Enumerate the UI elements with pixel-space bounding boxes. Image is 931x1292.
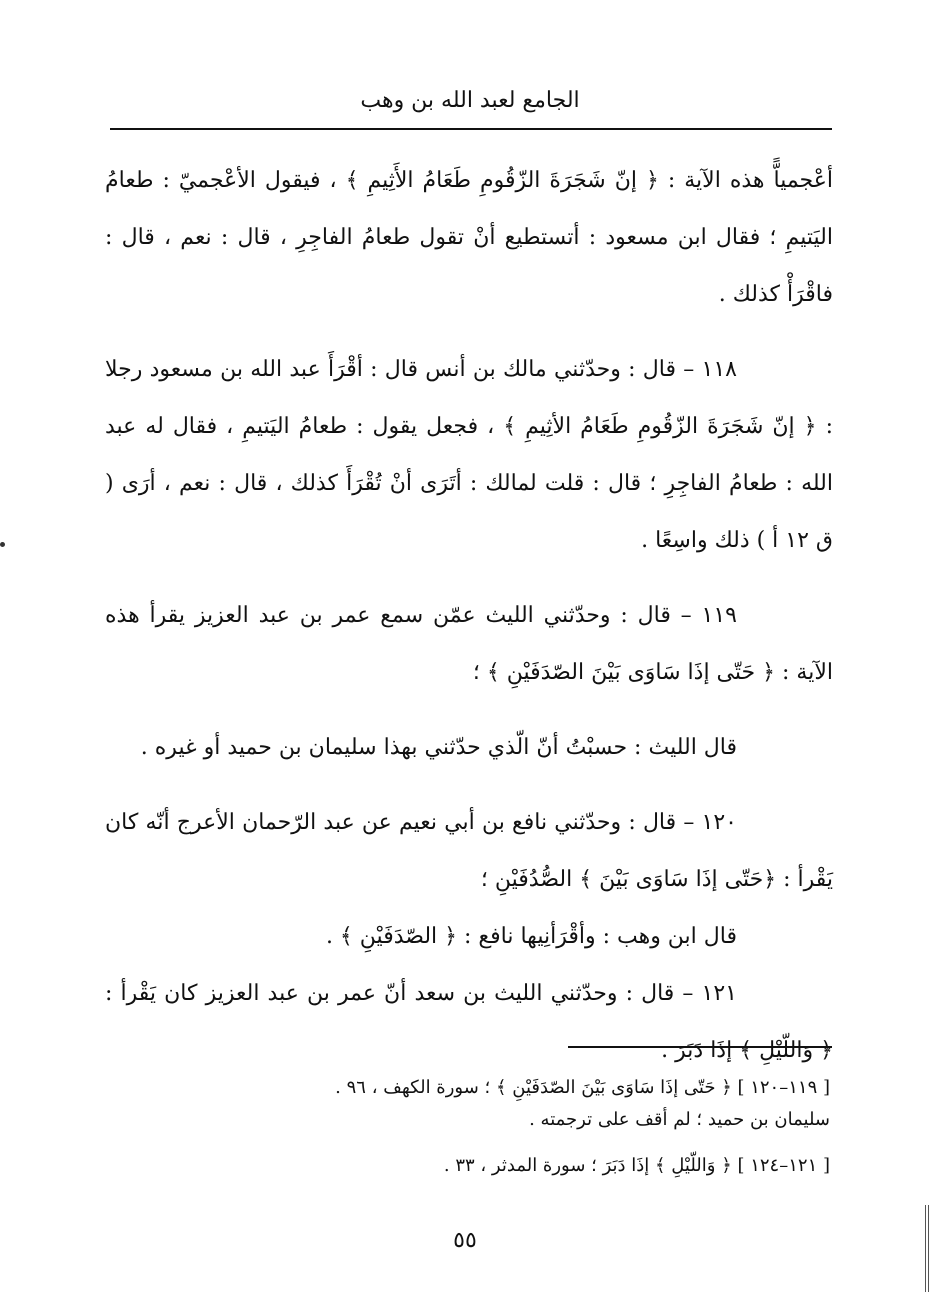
page-number: ٥٥	[453, 1228, 477, 1253]
paragraph-118: ١١٨ – قال : وحدّثني مالك بن أنس قال : أقْرَأَ عبد الله بن مسعود رجلا : ﴿ إنّ شَجَرَةَ الزّقُومِ طَعَامُ الأثِيمِ ﴾ ، فجعل يقول : طعامُ اليَتيمِ ، فقال له عبد الله : طعامُ الفاجِرِ ؛ قال : قلت لمالك : أتَرَى أنْ تُقْرَأَ كذلك ، قال : نعم ، أرَى ( ق ١٢ أ ) ذلك واسِعًا .	[105, 357, 833, 553]
paragraph-121: ١٢١ – قال : وحدّثني الليث بن سعد أنّ عمر بن عبد العزيز كان يَقْرأ : ﴿ وَاللّيْلِ ﴾ إذَا دَبَرَ .	[105, 981, 833, 1063]
paragraph-120: ١٢٠ – قال : وحدّثني نافع بن أبي نعيم عن عبد الرّحمان الأعرج أنّه كان يَقْرأ : ﴿حَتّى إذَا سَاوَى بَيْنَ ﴾ الصُّدُفَيْنِ ؛	[105, 810, 833, 892]
running-header: الجامع لعبد الله بن وهب	[360, 88, 580, 113]
paragraph: أعْجمياًّ هذه الآية : ﴿ إنّ شَجَرَةَ الزّقُومِ طَعَامُ الأَثِيمِ ﴾ ، فيقول الأعْجميّ : طعامُ اليَتيمِ ؛ فقال ابن مسعود : أتستطيع أنْ تقول طعامُ الفاجِرِ ، قال : نعم ، قال : فاقْرَأْ كذلك .	[105, 168, 833, 307]
paragraph-119: ١١٩ – قال : وحدّثني الليث عمّن سمع عمر بن عبد العزيز يقرأ هذه الآية : ﴿ حَتّى إذَا سَاوَى بَيْنَ الصّدَفَيْنِ ﴾ ؛	[105, 603, 833, 685]
header-rule	[110, 128, 832, 130]
footnote-separator	[568, 1046, 832, 1048]
main-text	[105, 152, 833, 1079]
paragraph-ibn-wahb-note: قال ابن وهب : وأقْرَأنِيها نافع : ﴿ الصّدَفَيْنِ ﴾ .	[325, 924, 737, 949]
scan-speck	[0, 542, 5, 547]
scan-edge-artifact	[925, 1205, 931, 1292]
footnote: سليمان بن حميد ؛ لم أقف على ترجمته .	[529, 1109, 830, 1130]
footnotes	[210, 1072, 830, 1182]
footnote: [ ١٢١–١٢٤ ] ﴿ وَاللّيْلِ ﴾ إذَا دَبَرَ ؛ سورة المدثر ، ٣٣ .	[443, 1155, 830, 1176]
footnote: [ ١١٩–١٢٠ ] ﴿ حَتّى إذَا سَاوَى بَيْنَ الصّدَفَيْنِ ﴾ ؛ سورة الكهف ، ٩٦ .	[335, 1077, 830, 1098]
paragraph-laith-note: قال الليث : حسبْتُ أنّ الّذي حدّثني بهذا سليمان بن حميد أو غيره .	[140, 735, 737, 760]
